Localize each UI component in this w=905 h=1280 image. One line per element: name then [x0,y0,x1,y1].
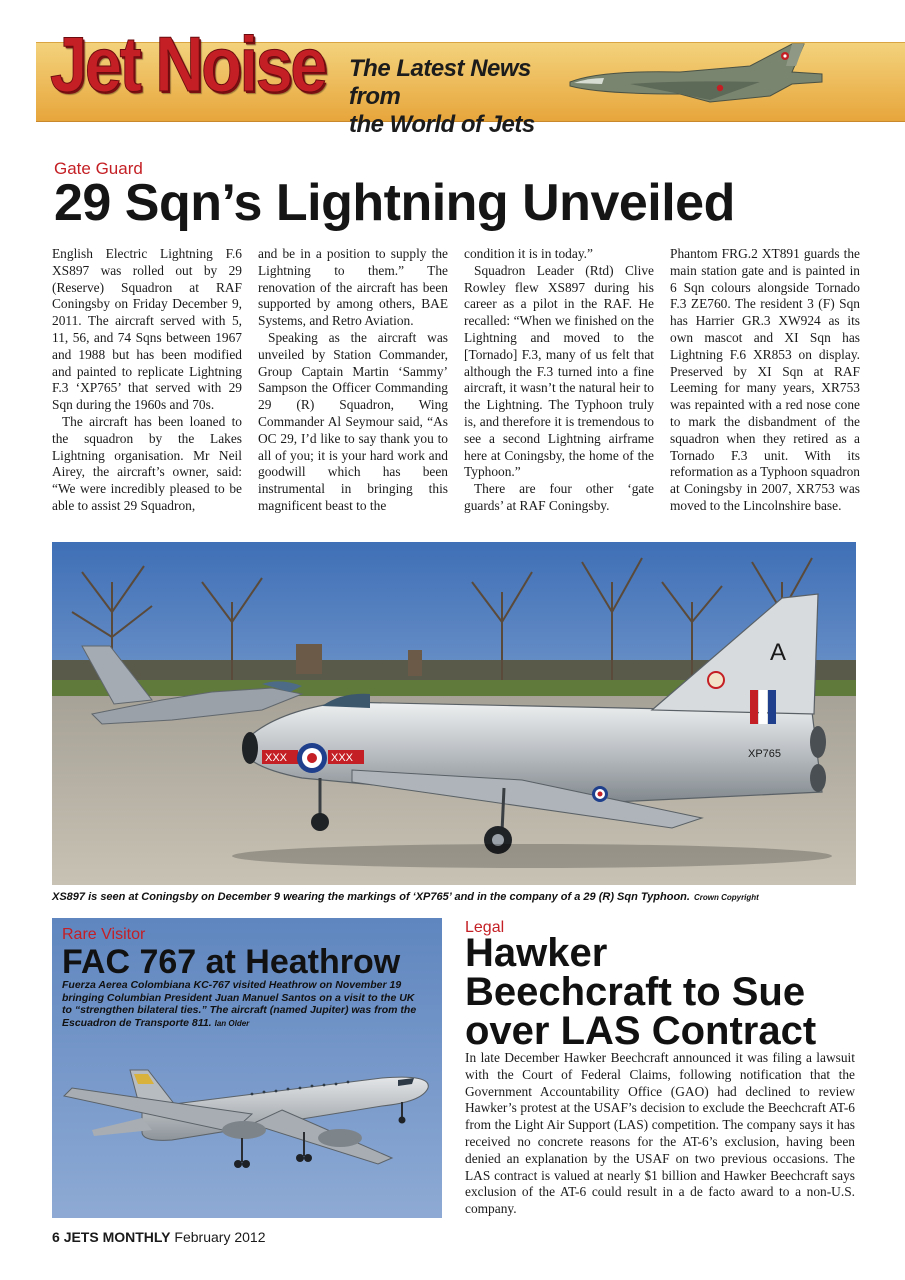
article-column-4 [670,246,860,534]
paragraph: In late December Hawker Beechcraft announced it was filing a lawsuit with the Court of Federal Claims, following notification that the Government Accountability Office (GAO) had declined to review Hawker’s protest at the USAF’s decision to exclude the Beechcraft AT-6 from the Light Air Support (LAS) competition. The company says it has received no concrete reasons for the AT-6’s exclusion, having been denied an explanation by the USAF on two previous occasions. The LAS contract is valued at nearly $1 billion and Hawker Beechcraft says exclusion of the AT-6 could result in a de facto award to a non-U.S. company. [465,1050,855,1217]
caption-credit: Crown Copyright [693,893,759,902]
squadron-bar-right: XXX [331,752,354,764]
article-column-1 [52,246,242,534]
headline-line: Hawker [465,931,608,975]
page-footer [52,1228,265,1246]
issue-date: February 2012 [174,1229,266,1245]
tagline-line-2: the World of Jets [349,111,535,132]
banner-tagline [349,55,579,132]
page-number: 6 [52,1229,60,1245]
headline-line: over LAS Contract [465,1009,817,1053]
hawker-headline [465,931,885,1053]
caption-text: XS897 is seen at Coningsby on December 9 wearing the markings of ‘XP765’ and in the company of a 29 (R) Sqn Typhoon. [52,891,690,903]
article-column-2 [258,246,448,534]
header-banner [0,0,905,132]
magazine-name: JETS MONTHLY [63,1229,171,1245]
paragraph: condition it is in today.” [464,246,593,261]
paragraph: Speaking as the aircraft was unveiled by Station Commander, Group Captain Martin ‘Sammy’ Sampson the Officer Commanding 29 (R) Squadron, Wing Commander Al Seymour said, “As OC 29, I’d like to say thank you to all of you; it is your hard work and goodwill which has been instrumental in bringing this magnificent beast to the [258,329,448,513]
fac767-headline: FAC 767 at Heathrow [62,943,401,981]
vulcan-bomber-image [560,36,840,128]
paragraph: English Electric Lightning F.6 XS897 was rolled out by 29 (Reserve) Squadron at RAF Coningsby on Friday December 9, 2011. The aircraft served with 5, 11, 56, and 74 Sqns between 1967 and 1988 but has been modified and painted to replicate Lightning F.3 ‘XP765’ that served with 29 Sqn during the 1960s and 70s. [52,246,242,413]
fac767-caption-text: Fuerza Aerea Colombiana KC-767 visited Heathrow on November 19 bringing Columbian President Juan Manuel Santos on a visit to the UK to “strengthen bilateral ties.” The aircraft (named Jupiter) was from the Escuadron de Transporte 811. [62,979,417,1029]
fac767-caption [62,979,427,1030]
lightning-typhoon-photo [52,542,856,885]
headline-line: Beechcraft to Sue [465,970,806,1014]
paragraph: and be in a position to supply the Lightning to them.” The renovation of the aircraft has been supported by among others, BAE Systems, and Retro Aviation. [258,246,448,329]
gate-guard-kicker: Gate Guard [54,159,143,178]
photo-caption [52,890,872,905]
paragraph: There are four other ‘gate guards’ at RAF Coningsby. [464,481,654,513]
fac767-credit: Ian Older [214,1018,250,1028]
paragraph: Phantom FRG.2 XT891 guards the main station gate and is painted in 6 Sqn colours alongside Tornado F.3 ZE760. The resident 3 (F) Sqn has Harrier GR.3 XW924 as its own mascot and XI Sqn has Lightning F.6 XR853 on display. Preserved by XI Sqn at RAF Leeming for many years, XR753 was repainted with a red nose cone to mark the disbandment of the squadron when they retired as a Tornado F.3 unit. With its reformation as a Typhoon squadron at Coningsby in 2007, XR753 was moved to the Lincolnshire base. [670,246,860,513]
tagline-line-1: The Latest News from [349,55,531,110]
article-column-3 [464,246,654,534]
tail-letter: A [770,639,787,666]
serial-marking: XP765 [748,748,782,760]
legal-kicker: Legal [465,919,505,936]
lightning-headline: 29 Sqn’s Lightning Unveiled [54,174,735,232]
paragraph: Squadron Leader (Rtd) Clive Rowley flew XS897 during his career as a pilot in the RAF. He recalled: “When we finished on the Lightning and moved to the [Tornado] F.3, many of us felt that although the F.3 turned into a fine aircraft, it wasn’t the natural heir to the Lightning. The Typhoon truly is, and therefore it is tremendous to see a second Lightning airframe here at Coningsby, the home of the Typhoon.” [464,262,654,480]
hawker-article-body [465,1050,855,1218]
squadron-bar-left: XXX [265,752,288,764]
paragraph: The aircraft has been loaned to the squadron by the Lakes Lightning organisation. Mr Neil Airey, the aircraft’s owner, said: “We were incredibly pleased to be able to assist 29 Squadron, [52,413,242,513]
jet-noise-logo: Jet Noise [50,20,326,108]
rare-visitor-kicker: Rare Visitor [62,926,146,943]
